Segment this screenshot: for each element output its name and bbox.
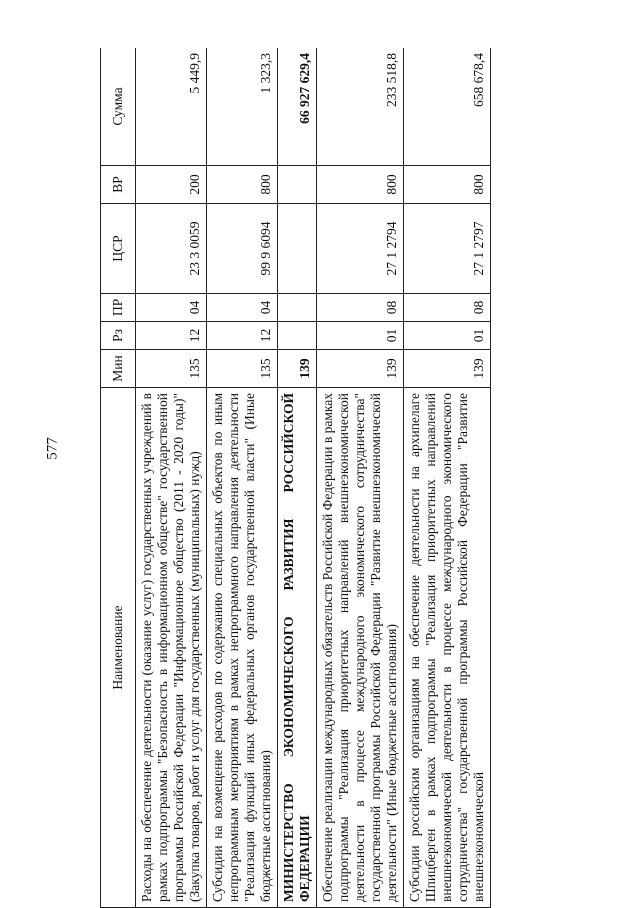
- row-name: МИНИСТЕРСТВО ЭКОНОМИЧЕСКОГО РАЗВИТИЯ РОССИЙСКОЙ ФЕДЕРАЦИИ: [278, 388, 317, 908]
- row-sum: 5 449,9: [136, 48, 207, 166]
- table-container: [100, 48, 630, 908]
- header-sum: Сумма: [101, 48, 136, 166]
- table-row: [136, 48, 207, 908]
- table-row: [207, 48, 278, 908]
- row-min: 139: [404, 350, 491, 388]
- row-pr: 08: [404, 294, 491, 322]
- row-rz: [278, 322, 317, 350]
- row-vr: 800: [404, 166, 491, 204]
- row-vr: 800: [207, 166, 278, 204]
- row-pr: 08: [317, 294, 404, 322]
- row-vr: [278, 166, 317, 204]
- row-min: 139: [278, 350, 317, 388]
- rotated-page: [100, 48, 630, 908]
- page-number: 577: [44, 437, 61, 460]
- row-sum: 233 518,8: [317, 48, 404, 166]
- row-csr: 27 1 2797: [404, 204, 491, 294]
- row-pr: 04: [207, 294, 278, 322]
- row-csr: 23 3 0059: [136, 204, 207, 294]
- row-min: 135: [136, 350, 207, 388]
- header-vr: ВР: [101, 166, 136, 204]
- row-rz: 01: [317, 322, 404, 350]
- row-name: Обеспечение реализации международных обязательств Российской Федерации в рамках подпрограммы "Реализация приоритетных направлений внешнеэкономической деятельности в процессе международного экономического сотрудничества" государственной программы Российской Федерации "Развитие внешнеэкономической деятельности" (Иные бюджетные ассигнования): [317, 388, 404, 908]
- row-name: Расходы на обеспечение деятельности (оказание услуг) государственных учреждений в рамках подпрограммы "Безопасность в информационном обществе" государственной программы Российской Федерации "Информационное общество (2011 - 2020 годы)" (Закупка товаров, работ и услуг для государственных (муниципальных) нужд): [136, 388, 207, 908]
- header-rz: Рз: [101, 322, 136, 350]
- table-header-row: [101, 48, 136, 908]
- row-rz: 12: [207, 322, 278, 350]
- table-row: [404, 48, 491, 908]
- row-rz: 01: [404, 322, 491, 350]
- header-csr: ЦСР: [101, 204, 136, 294]
- row-csr: 27 1 2794: [317, 204, 404, 294]
- header-min: Мин: [101, 350, 136, 388]
- header-name: Наименование: [101, 388, 136, 908]
- row-sum: 1 323,3: [207, 48, 278, 166]
- row-min: 139: [317, 350, 404, 388]
- row-min: 135: [207, 350, 278, 388]
- row-sum: 658 678,4: [404, 48, 491, 166]
- row-sum: 66 927 629,4: [278, 48, 317, 166]
- table-row: [317, 48, 404, 908]
- table-row-ministry: [278, 48, 317, 908]
- row-csr: 99 9 6094: [207, 204, 278, 294]
- row-pr: [278, 294, 317, 322]
- row-name: Субсидии российским организациям на обеспечение деятельности на архипелаге Шпицберген в рамках подпрограммы "Реализация приоритетных направлений внешнеэкономической деятельности в процессе международного экономического сотрудничества" государственной программы Российской Федерации "Развитие внешнеэкономической: [404, 388, 491, 908]
- header-pr: ПР: [101, 294, 136, 322]
- row-name: Субсидии на возмещение расходов по содержанию специальных объектов по иным непрограммным мероприятиям в рамках непрограммного направления деятельности "Реализация функций иных федеральных органов государственной власти" (Иные бюджетные ассигнования): [207, 388, 278, 908]
- row-vr: 200: [136, 166, 207, 204]
- row-vr: 800: [317, 166, 404, 204]
- row-pr: 04: [136, 294, 207, 322]
- row-rz: 12: [136, 322, 207, 350]
- row-csr: [278, 204, 317, 294]
- budget-table: [100, 48, 491, 908]
